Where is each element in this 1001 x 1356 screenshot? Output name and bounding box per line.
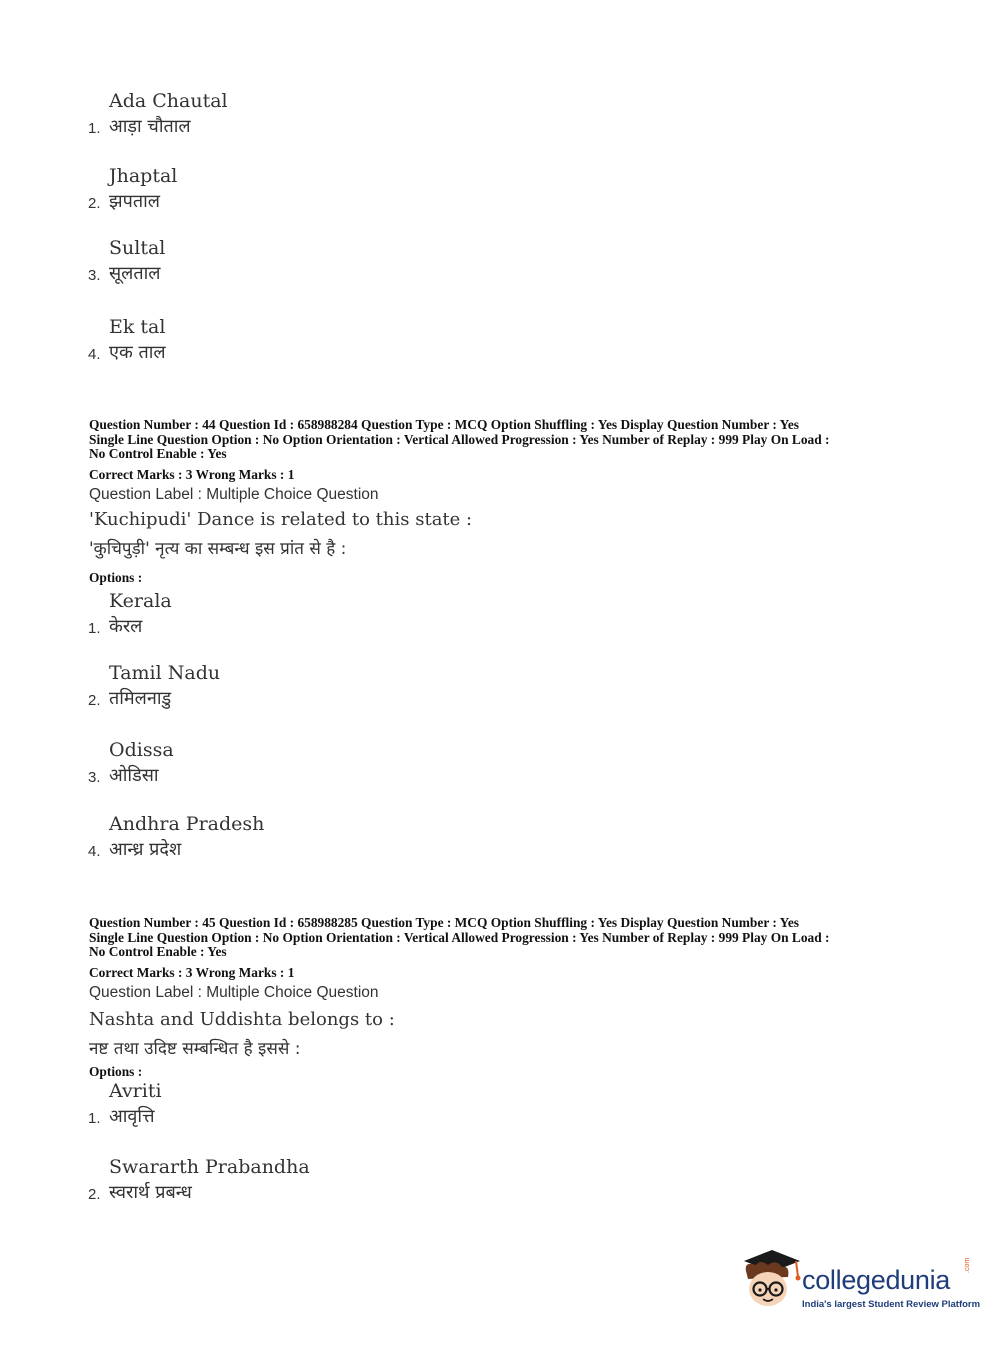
option-text-en: Ada Chautal (109, 90, 228, 112)
option-number: 3. (88, 769, 101, 786)
option-text-en: Sultal (109, 237, 166, 259)
option-text-en: Ek tal (109, 316, 166, 338)
question-44-marks: Correct Marks : 3 Wrong Marks : 1 (89, 467, 295, 482)
question-45-label: Question Label : Multiple Choice Question (89, 984, 379, 1001)
meta-line: Single Line Question Option : No Option Orientation : Vertical Allowed Progression : Yes Number of Replay : 999 Play On Load : (89, 431, 830, 447)
option-text-hi: स्वरार्थ प्रबन्ध (109, 1182, 192, 1203)
logo-tagline: India's largest Student Review Platform (802, 1299, 981, 1310)
question-45-marks: Correct Marks : 3 Wrong Marks : 1 (89, 965, 295, 980)
option-number: 4. (88, 843, 101, 860)
question-45-text-en: Nashta and Uddishta belongs to : (89, 1009, 395, 1030)
option-number: 1. (88, 620, 101, 637)
option-text-hi: एक ताल (109, 342, 166, 363)
option-text-hi: ओडिसा (109, 765, 159, 786)
option-number: 3. (88, 267, 101, 284)
option-number: 1. (88, 1110, 101, 1127)
collegedunia-logo[interactable] (738, 1247, 981, 1322)
question-44-label: Question Label : Multiple Choice Question (89, 486, 379, 503)
option-number: 2. (88, 1186, 101, 1203)
option-text-en: Avriti (109, 1080, 162, 1102)
question-45-text-hi: नष्ट तथा उदिष्ट सम्बन्धित है इससे : (89, 1039, 301, 1059)
question-44-text-hi: 'कुचिपुड़ी' नृत्य का सम्बन्ध इस प्रांत से है : (89, 539, 347, 559)
option-text-hi: आन्ध्र प्रदेश (109, 839, 182, 860)
option-number: 2. (88, 195, 101, 212)
meta-line: Question Number : 45 Question Id : 658988285 Question Type : MCQ Option Shuffling : Yes Display Question Number : Yes (89, 915, 800, 930)
student-mascot-icon (738, 1247, 802, 1322)
option-text-hi: केरल (109, 616, 143, 637)
option-text-en: Andhra Pradesh (109, 813, 265, 835)
question-44-options-title: Options : (89, 570, 143, 585)
option-number: 1. (88, 120, 101, 137)
question-45-metadata (89, 916, 919, 960)
question-45-options-title: Options : (89, 1064, 143, 1079)
option-text-en: Swararth Prabandha (109, 1156, 310, 1178)
option-text-hi: तमिलनाडु (109, 688, 172, 709)
logo-wordmark: collegedunia (802, 1265, 951, 1295)
logo-tld: .com (964, 1257, 971, 1273)
question-44-text-en: 'Kuchipudi' Dance is related to this state : (89, 509, 473, 530)
option-number: 4. (88, 346, 101, 363)
meta-line: Single Line Question Option : No Option Orientation : Vertical Allowed Progression : Yes Number of Replay : 999 Play On Load : (89, 929, 830, 945)
meta-line: No Control Enable : Yes (89, 446, 227, 462)
option-text-hi: सूलताल (109, 263, 161, 284)
option-text-hi: आड़ा चौताल (109, 116, 191, 137)
option-text-en: Kerala (109, 590, 172, 612)
meta-line: No Control Enable : Yes (89, 944, 227, 960)
option-text-en: Tamil Nadu (109, 662, 221, 684)
option-text-hi: आवृत्ति (109, 1106, 155, 1127)
option-text-en: Jhaptal (109, 165, 178, 187)
option-text-en: Odissa (109, 739, 174, 761)
option-number: 2. (88, 692, 101, 709)
option-text-hi: झपताल (109, 191, 160, 212)
question-44-metadata (89, 418, 919, 462)
meta-line: Question Number : 44 Question Id : 658988284 Question Type : MCQ Option Shuffling : Yes Display Question Number : Yes (89, 417, 800, 432)
